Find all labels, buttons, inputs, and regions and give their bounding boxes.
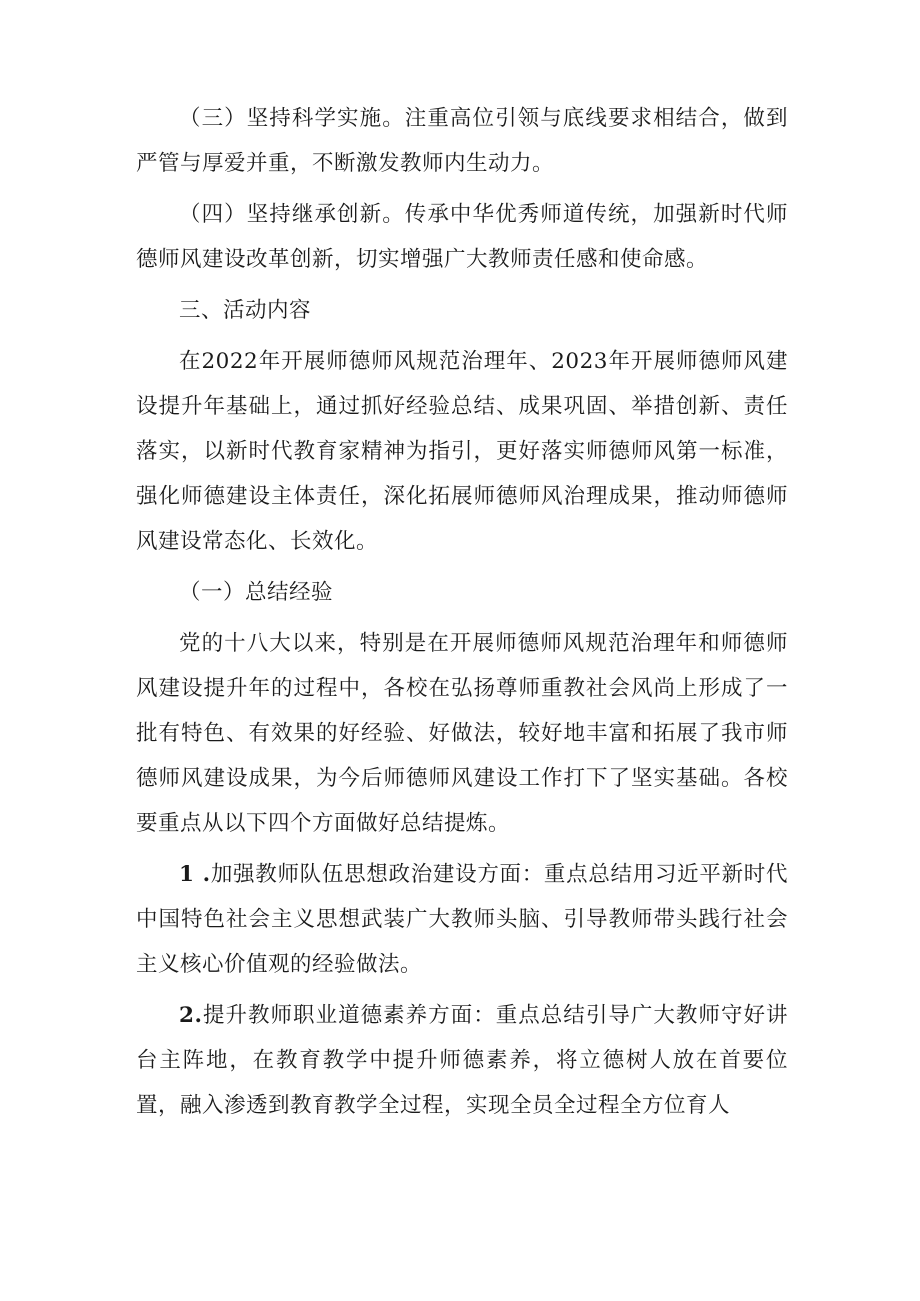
list-item-text: 提升教师职业道德素养方面：重点总结引导广大教师守好讲台主阵地，在教育教学中提升师德素养，将立德树人放在首要位置，融入渗透到教育教学全过程，实现全员全过程全方位育人	[136, 1003, 788, 1118]
list-item-text: 加强教师队伍思想政治建设方面：重点总结用习近平新时代中国特色社会主义思想武装广大教师头脑、引导教师带头践行社会主义核心价值观的经验做法。	[136, 862, 788, 977]
list-item-number: 1 .	[179, 862, 211, 887]
subsection-heading-summarize-experience: （一）总结经验	[179, 580, 334, 605]
paragraph-principle-four: （四）坚持继承创新。传承中华优秀师道传统，加强新时代师德师风建设改革创新，切实增强广大教师责任感和使命感。	[136, 202, 788, 272]
list-item-two	[136, 993, 788, 1128]
paragraph-activity-intro: 在2022年开展师德师风规范治理年、2023年开展师德师风建设提升年基础上，通过抓好经验总结、成果巩固、举措创新、责任落实，以新时代教育家精神为指引，更好落实师德师风第一标准，强化师德建设主体责任，深化拓展师德师风治理成果，推动师德师风建设常态化、长效化。	[136, 349, 788, 554]
list-item-one	[136, 852, 788, 987]
paragraph-experience-summary: 党的十八大以来，特别是在开展师德师风规范治理年和师德师风建设提升年的过程中，各校在弘扬尊师重教社会风尚上形成了一批有特色、有效果的好经验、好做法，较好地丰富和拓展了我市师德师风建设成果，为今后师德师风建设工作打下了坚实基础。各校要重点从以下四个方面做好总结提炼。	[136, 631, 788, 836]
document-body	[136, 96, 788, 1134]
list-item-number: 2.	[179, 1003, 203, 1028]
paragraph-principle-three: （三）坚持科学实施。注重高位引领与底线要求相结合，做到严管与厚爱并重，不断激发教师内生动力。	[136, 106, 788, 176]
section-heading-activity-content: 三、活动内容	[179, 298, 312, 323]
